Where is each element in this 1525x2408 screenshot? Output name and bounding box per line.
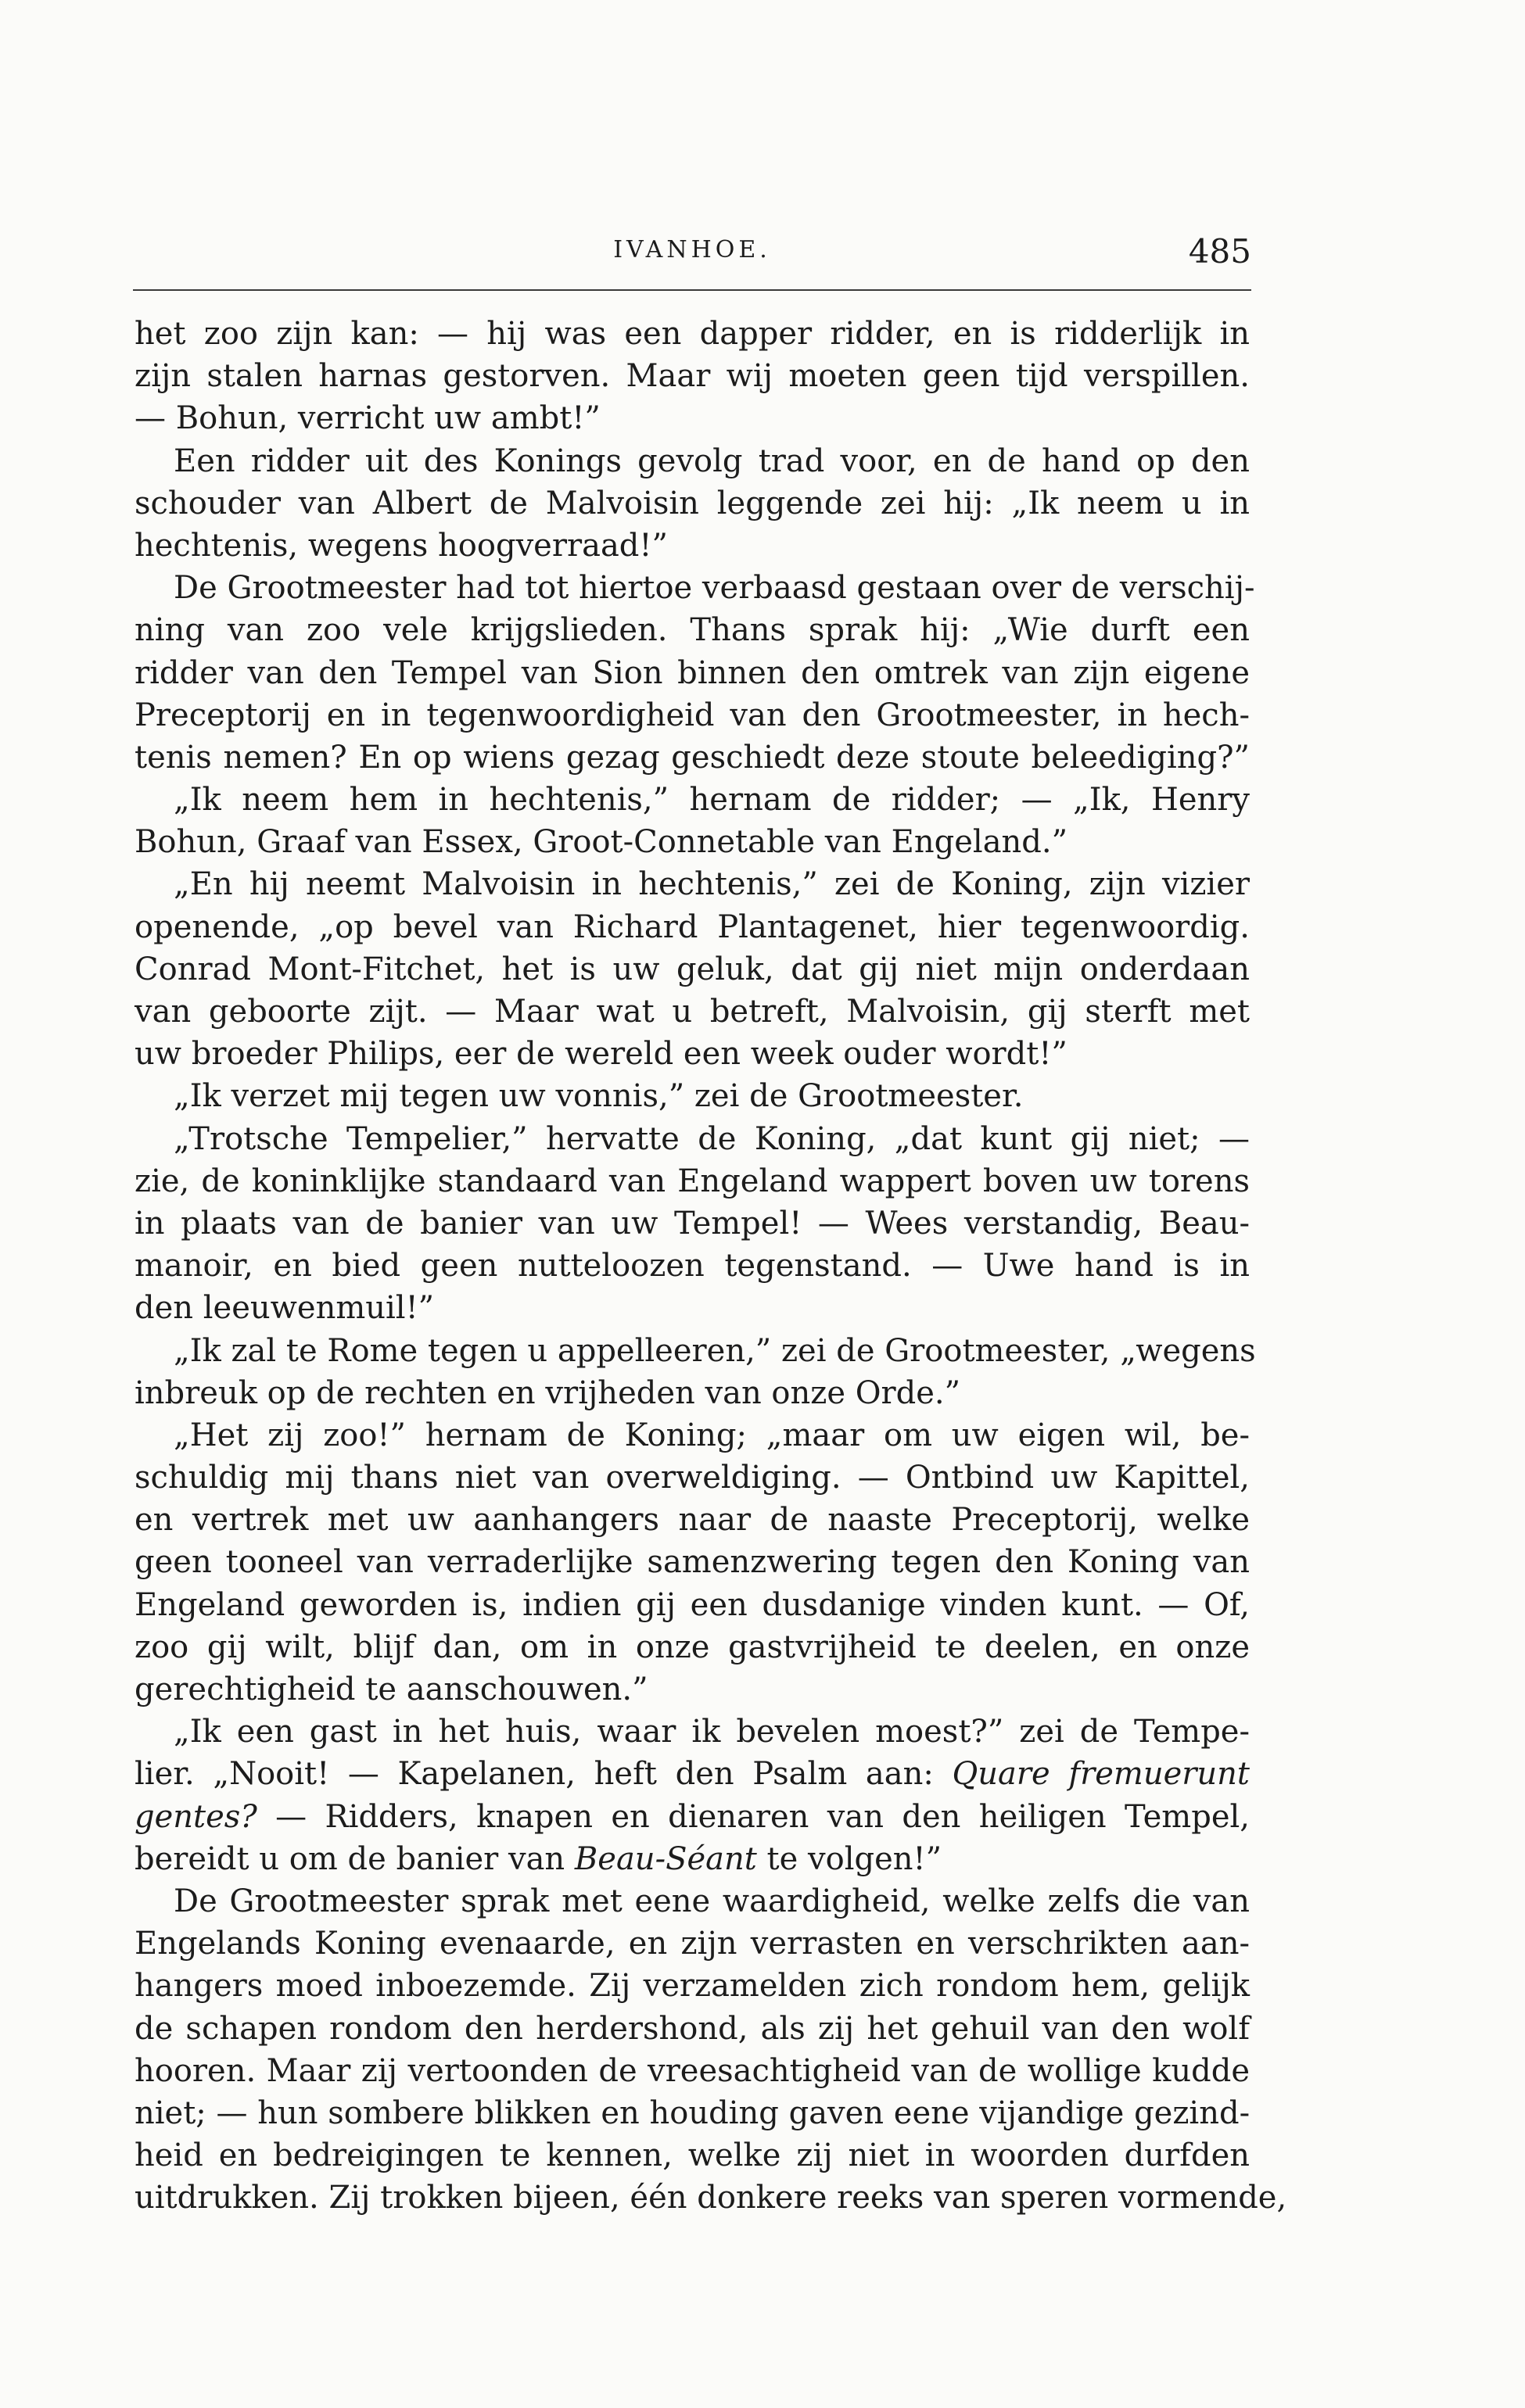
italic-text: Quare fremuerunt <box>952 1756 1250 1793</box>
text-line: tenis nemen? En op wiens gezag geschiedt deze stoute beleediging?” <box>135 739 1250 776</box>
text-line: „En hij neemt Malvoisin in hechtenis,” zei de Koning, zijn vizier <box>174 866 1250 903</box>
text-line: gerechtigheid te aanschouwen.” <box>135 1672 648 1707</box>
text-line: zijn stalen harnas gestorven. Maar wij moeten geen tijd verspillen. <box>135 358 1250 395</box>
text-line: „Trotsche Tempelier,” hervatte de Koning, „dat kunt gij niet; — <box>174 1120 1250 1157</box>
text-line: heid en bedreigingen te kennen, welke zij niet in woorden durfden <box>135 2137 1250 2174</box>
text-line: in plaats van de banier van uw Tempel! — Wees verstandig, Beau- <box>135 1205 1250 1242</box>
text-line: „Het zij zoo!” hernam de Koning; „maar om uw eigen wil, be- <box>174 1417 1250 1453</box>
text-line: ning van zoo vele krijgslieden. Thans sprak hij: „Wie durft een <box>135 612 1250 649</box>
text-line: geen tooneel van verraderlijke samenzwering tegen den Koning van <box>135 1544 1250 1581</box>
text-line: en vertrek met uw aanhangers naar de naaste Preceptorij, welke <box>135 1502 1250 1539</box>
text-segment: te volgen!” <box>756 1840 942 1877</box>
text-line: „Ik zal te Rome tegen u appelleeren,” zei de Grootmeester, „wegens <box>174 1332 1256 1369</box>
text-line: den leeuwenmuil!” <box>135 1290 435 1327</box>
text-line <box>135 1796 1250 1838</box>
text-line: De Grootmeester sprak met eene waardigheid, welke zelfs die van <box>174 1883 1250 1919</box>
text-segment: — Ridders, knapen en dienaren van den heiligen Tempel, <box>257 1798 1250 1835</box>
text-line: van geboorte zijt. — Maar wat u betreft, Malvoisin, gij sterft met <box>135 994 1250 1030</box>
text-line: Conrad Mont-Fitchet, het is uw geluk, dat gij niet mijn onderdaan <box>135 951 1250 987</box>
text-line: Een ridder uit des Konings gevolg trad voor, en de hand op den <box>174 443 1250 479</box>
text-line: schouder van Albert de Malvoisin leggende zei hij: „Ik neem u in <box>135 485 1250 521</box>
text-line: hechtenis, wegens hoogverraad!” <box>135 527 668 564</box>
running-header <box>133 228 1251 283</box>
text-line: hangers moed inboezemde. Zij verzamelden zich rondom hem, gelijk <box>135 1968 1250 2005</box>
text-line: Preceptorij en in tegenwoordigheid van den Grootmeester, in hech- <box>135 697 1250 733</box>
text-line: „Ik een gast in het huis, waar ik bevelen moest?” zei de Tempe- <box>174 1714 1250 1750</box>
text-line <box>135 1838 1250 1880</box>
text-line: „Ik verzet mij tegen uw vonnis,” zei de Grootmeester. <box>174 1078 1024 1115</box>
text-line: ridder van den Tempel van Sion binnen den omtrek van zijn eigene <box>135 654 1250 691</box>
text-line: het zoo zijn kan: — hij was een dapper ridder, en is ridderlijk in <box>135 316 1250 352</box>
text-segment: bereidt u om de banier van <box>135 1840 575 1877</box>
page-number: 485 <box>1188 232 1251 271</box>
text-line: uitdrukken. Zij trokken bijeen, één donkere reeks van speren vormende, <box>135 2180 1287 2216</box>
text-line: zoo gij wilt, blijf dan, om in onze gastvrijheid te deelen, en onze <box>135 1629 1250 1665</box>
body-text <box>135 313 1287 2219</box>
text-line: zie, de koninklijke standaard van Engeland wappert boven uw torens <box>135 1163 1250 1199</box>
text-line: uw broeder Philips, eer de wereld een week ouder wordt!” <box>135 1036 1068 1073</box>
text-line: openende, „op bevel van Richard Plantagenet, hier tegenwoordig. <box>135 908 1250 945</box>
text-line: Engeland geworden is, indien gij een dusdanige vinden kunt. — Of, <box>135 1586 1250 1623</box>
italic-text: Beau-Séant <box>574 1840 757 1877</box>
text-line: niet; — hun sombere blikken en houding gaven eene vijandige gezind- <box>135 2094 1250 2131</box>
text-line: schuldig mij thans niet van overweldiging. — Ontbind uw Kapittel, <box>135 1460 1250 1496</box>
text-segment: lier. „Nooit! — Kapelanen, heft den Psalm aan: <box>135 1756 953 1793</box>
text-line: hooren. Maar zij vertoonden de vreesachtigheid van de wollige kudde <box>135 2052 1250 2089</box>
running-title: IVANHOE. <box>613 236 771 263</box>
text-line: Engelands Koning evenaarde, en zijn verrasten en verschrikten aan- <box>135 1926 1250 1962</box>
text-line: De Grootmeester had tot hiertoe verbaasd gestaan over de verschij- <box>174 570 1255 607</box>
header-rule <box>133 289 1251 291</box>
text-line: „Ik neem hem in hechtenis,” hernam de ridder; — „Ik, Henry <box>174 782 1250 819</box>
text-line: — Bohun, verricht uw ambt!” <box>135 400 601 437</box>
italic-text: gentes? <box>135 1798 257 1835</box>
text-line: Bohun, Graaf van Essex, Groot-Connetable van Engeland.” <box>135 824 1068 861</box>
text-line: manoir, en bied geen nutteloozen tegenstand. — Uwe hand is in <box>135 1248 1250 1285</box>
text-line: inbreuk op de rechten en vrijheden van onze Orde.” <box>135 1374 961 1411</box>
text-line <box>135 1753 1250 1795</box>
text-line: de schapen rondom den herdershond, als zij het gehuil van den wolf <box>135 2010 1250 2047</box>
